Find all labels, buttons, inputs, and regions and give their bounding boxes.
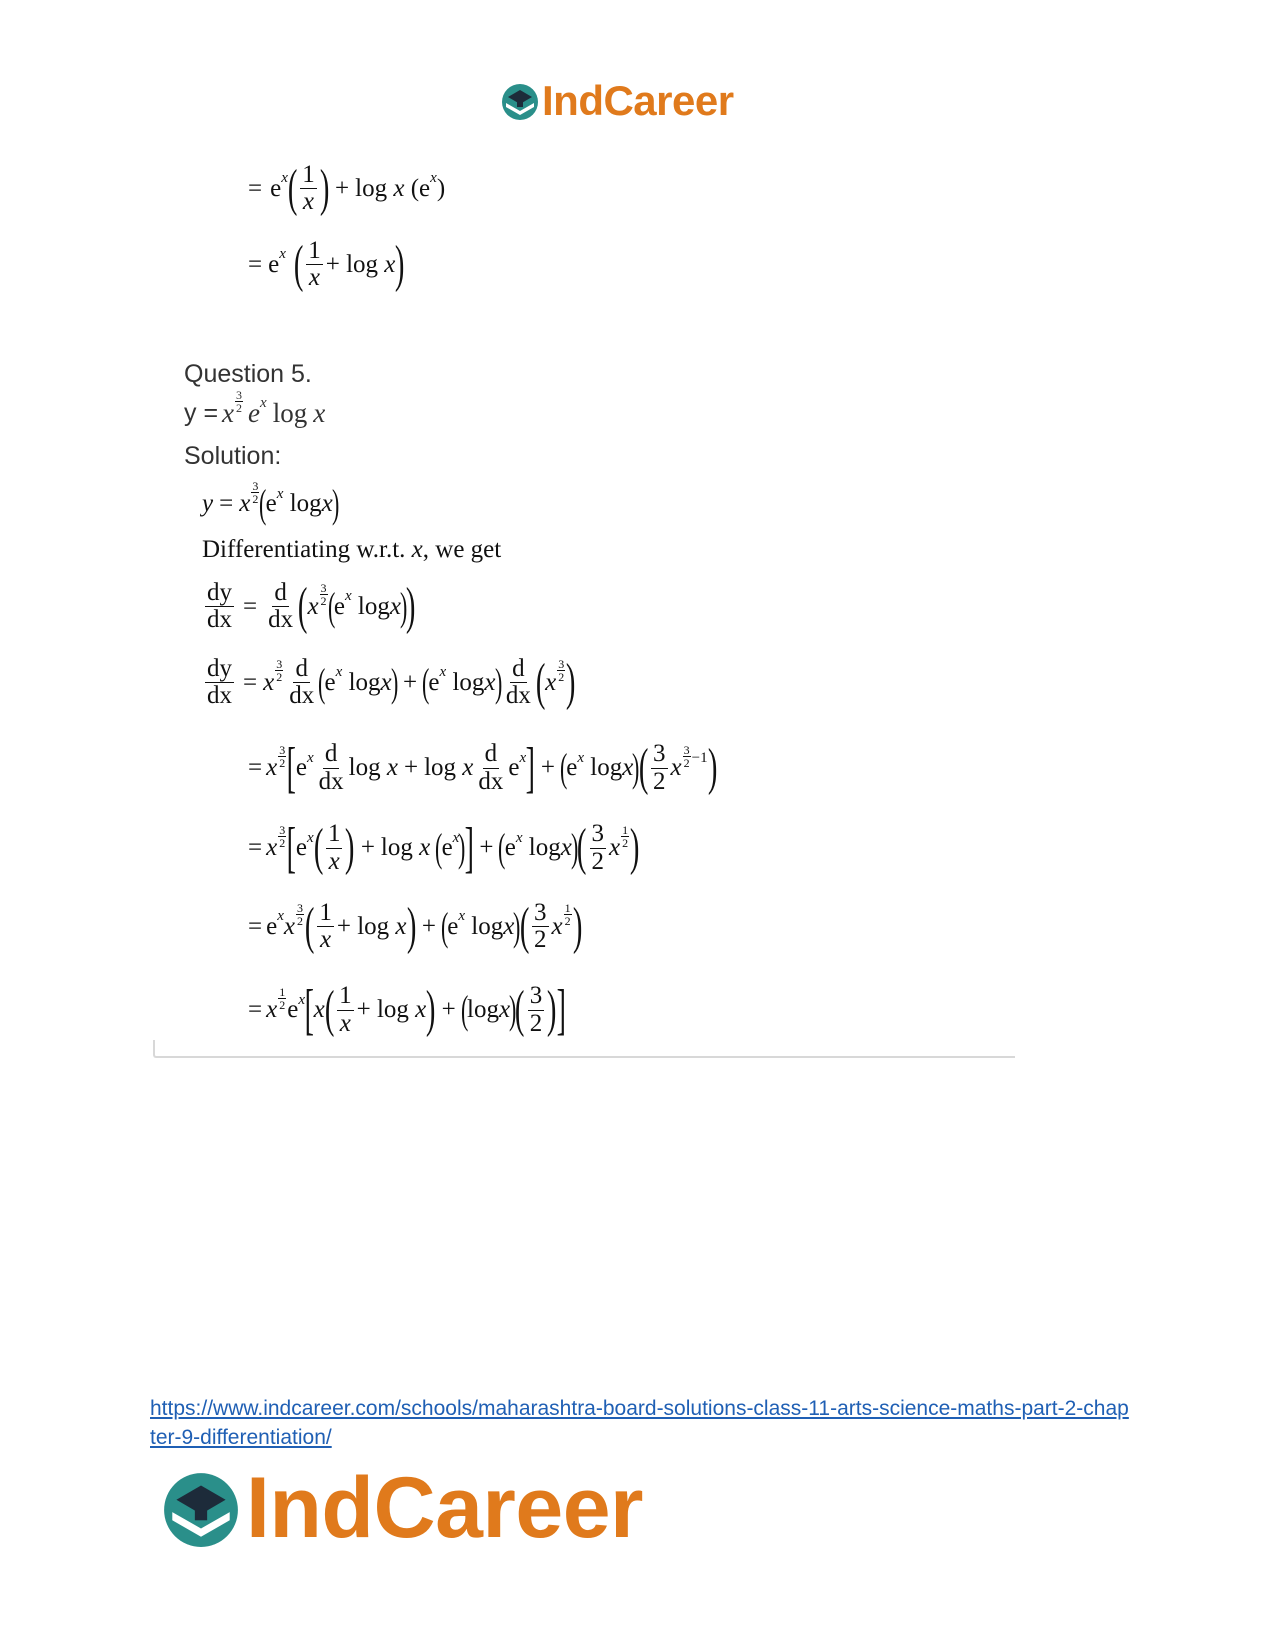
variable: x [321, 490, 333, 517]
log-text: log [357, 592, 390, 620]
exponent-denominator: 2 [279, 755, 286, 770]
exponent: x [577, 749, 585, 766]
variable: x [551, 912, 563, 940]
exponent: x [458, 908, 466, 925]
exponent: x [276, 485, 284, 502]
symbol-e: (e [410, 174, 431, 202]
exponent: x [430, 170, 437, 187]
fraction [326, 821, 343, 875]
symbol-e: e [268, 250, 280, 278]
denominator: dx [478, 767, 504, 795]
denominator: 2 [534, 926, 547, 954]
equals-sign: = [219, 490, 234, 517]
exponent-fraction [278, 744, 286, 769]
exponent-denominator: 2 [279, 835, 286, 850]
symbol-e: e [287, 996, 299, 1023]
exponent-denominator: 2 [320, 594, 327, 609]
variable: x [263, 668, 275, 696]
log-text: log [528, 834, 561, 861]
variable: x [380, 668, 392, 696]
exponent-numerator: 1 [564, 901, 571, 916]
symbol-e: e [266, 912, 278, 940]
exponent: x [279, 246, 286, 263]
variable: x [393, 174, 405, 202]
symbol-e: e [447, 912, 459, 940]
variable: x [411, 536, 423, 563]
source-link[interactable]: https://www.indcareer.com/schools/maharashtra-board-solutions-class-11-arts-science-maths-part-2-chapter-9-differentiation/ [150, 1397, 1129, 1449]
exponent-fraction [275, 658, 283, 683]
variable: x [545, 668, 557, 696]
footer-logo [160, 1462, 643, 1554]
exponent-denominator: 2 [683, 755, 690, 770]
exponent: x [306, 829, 314, 846]
differentiating-text [202, 536, 501, 564]
log-text: log [452, 668, 485, 696]
equals-sign: = [248, 834, 263, 861]
exponent-numerator: 1 [279, 984, 286, 999]
denominator: dx [207, 606, 232, 634]
symbol-e: e [265, 490, 277, 517]
numerator: d [484, 740, 498, 768]
equation-line: = e x ( $\frac{1}{x}$ + log x ) [248, 235, 405, 293]
equation-line: = e x x $\frac{3}{2}$ ( $\frac{1}{x}$ + log x ) + ( e x log x ) ( $\frac{3}{2}$ x $\frac{1}{2}$ ) [248, 897, 583, 955]
fraction [590, 821, 607, 875]
log-text: log [380, 834, 413, 861]
equals-sign: = [248, 996, 263, 1023]
numerator: 1 [339, 982, 352, 1010]
exponent: x [335, 664, 343, 681]
variable: y [202, 490, 214, 517]
exponent-denominator: 2 [558, 670, 565, 685]
header-logo [500, 78, 734, 124]
denominator: x [308, 264, 321, 292]
variable: x [462, 754, 474, 781]
exponent: x [298, 991, 305, 1008]
equals-sign: = [243, 592, 258, 620]
numerator: 1 [308, 237, 321, 264]
numerator: d [274, 579, 287, 606]
symbol-e: e [441, 834, 453, 861]
exponent: x [452, 829, 460, 846]
exponent-numerator: 3 [683, 742, 690, 757]
exponent: x [277, 908, 284, 925]
exponent-denominator: 2 [252, 491, 259, 506]
exponent-numerator: 3 [558, 657, 565, 672]
equals-sign: = [248, 754, 263, 781]
variable: x [498, 996, 511, 1023]
denominator: dx [207, 682, 232, 710]
exponent-minus-one: −1 [691, 749, 708, 766]
variable: x [419, 834, 431, 861]
log-text: log [355, 174, 388, 202]
denominator: x [320, 926, 332, 954]
symbol-e: e [504, 834, 516, 861]
exponent: x [306, 749, 314, 766]
numerator: 1 [327, 820, 341, 848]
exponent-fraction [564, 902, 572, 927]
fraction [651, 741, 668, 795]
plus-sign: + [402, 668, 418, 696]
fraction [317, 900, 334, 954]
text: Differentiating w.r.t. [202, 536, 406, 563]
variable: x [395, 912, 407, 940]
variable: x [307, 592, 319, 620]
exponent: x [515, 829, 523, 846]
variable: x [389, 592, 401, 620]
solution-label: Solution: [184, 442, 282, 470]
symbol-e: e [248, 398, 261, 428]
exponent: x [344, 588, 352, 605]
fraction [476, 741, 505, 795]
symbol-e: e [428, 668, 440, 696]
exponent-denominator: 2 [276, 670, 283, 685]
equals-sign: = [248, 174, 263, 202]
variable: x [239, 490, 251, 517]
variable: x [386, 754, 398, 781]
exponent-numerator: 3 [236, 388, 243, 402]
exponent-numerator: 3 [279, 742, 286, 757]
fraction [266, 580, 295, 634]
equation-line: $\frac{dy}{dx}$ = $\frac{d}{dx}$ ( x $\frac{3}{2}$ ( e x log x ) ) [207, 577, 416, 635]
variable: x [503, 912, 515, 940]
fraction [317, 741, 346, 795]
variable: x [560, 834, 572, 861]
equation-line: $\frac{dy}{dx}$ = x $\frac{3}{2}$ $\frac{d}{dx}$ ( e x log x ) + ( e x log x ) $\frac{d}{dx}$ ( x $\frac{3}{2}$ ) [207, 653, 576, 711]
exponent: x [439, 664, 447, 681]
exponent-fraction [296, 902, 304, 927]
variable: x [266, 996, 278, 1023]
fraction [205, 580, 234, 634]
fraction [504, 656, 533, 710]
plus-sign: + [479, 834, 494, 861]
paren-close: ) [436, 174, 446, 202]
plus-sign: + [360, 834, 375, 861]
denominator: dx [318, 767, 344, 795]
variable: x [609, 834, 621, 861]
equation-line: = e x ( $\frac{1}{x}$ ) + log x (e x ) [248, 159, 446, 217]
log-text: log [348, 668, 381, 696]
symbol-e: e [295, 754, 307, 781]
equation-line: = x $\frac{3}{2}$ [ e x ( $\frac{1}{x}$ ) + log x ( e x ) ] + ( e x log x ) ( $\frac{3}{2}$ x $\frac{1}{2}$ ) [248, 817, 640, 879]
exponent-numerator: 3 [279, 822, 286, 837]
question-title: Question 5. [184, 360, 312, 388]
plus-sign: + [403, 754, 419, 781]
fraction [528, 983, 545, 1037]
exponent-numerator: 3 [252, 478, 259, 493]
logo-wordmark: IndCareer [542, 77, 734, 124]
numerator: 3 [653, 740, 666, 768]
variable: x [622, 754, 634, 781]
exponent: x [519, 749, 527, 766]
numerator: dy [207, 579, 232, 606]
variable: x [283, 912, 295, 940]
symbol-e: e [295, 834, 307, 861]
equals-sign: = [243, 668, 258, 696]
denominator: x [302, 188, 315, 216]
exponent-fraction [320, 582, 328, 607]
log-text: log [357, 912, 390, 940]
plus-sign: + [335, 174, 350, 202]
log-text: log [376, 996, 409, 1023]
numerator: 3 [529, 982, 543, 1010]
graduation-cap-book-icon [160, 1467, 242, 1549]
plus-sign: + [421, 912, 436, 940]
exponent-denominator: 2 [236, 401, 243, 415]
numerator: d [512, 655, 525, 682]
equation-line: y = x $\frac{3}{2}$ ( e x log x ) [202, 478, 340, 526]
numerator: 3 [534, 899, 547, 926]
log-text: log [348, 754, 381, 781]
denominator: dx [289, 682, 315, 710]
log-text: log [467, 996, 499, 1023]
log-text: log [424, 754, 457, 781]
log-text: + log [325, 250, 379, 278]
denominator: dx [268, 606, 294, 634]
variable: x [384, 250, 396, 278]
fraction [532, 900, 549, 954]
exponent: x [260, 395, 267, 411]
text: , we get [422, 536, 502, 563]
variable: x [415, 996, 427, 1023]
fraction [287, 656, 316, 710]
symbol-e: e [508, 754, 520, 781]
plus-sign: + [356, 996, 371, 1023]
equation-line: = x $\frac{3}{2}$ [ e x $\frac{d}{dx}$ log x + log x $\frac{d}{dx}$ e x ] + ( e x log x ) ( $\frac{3}{2}$ x 3 2 −1 ) [248, 737, 718, 799]
log-text: log [272, 398, 308, 428]
exponent-fraction [557, 658, 565, 683]
exponent: x [281, 170, 288, 187]
symbol-e: e [324, 668, 336, 696]
symbol-e: e [566, 754, 578, 781]
fraction [300, 162, 317, 216]
numerator: d [295, 655, 308, 682]
denominator: 2 [591, 847, 605, 875]
plus-sign: + [336, 912, 351, 940]
exponent-numerator: 3 [276, 657, 283, 672]
exponent-fraction [683, 744, 691, 769]
denominator: dx [505, 682, 531, 710]
variable: x [222, 398, 235, 428]
exponent-denominator: 2 [297, 914, 303, 929]
exponent-numerator: 1 [622, 822, 629, 837]
fraction [306, 238, 323, 292]
fraction [205, 656, 234, 710]
variable: x [484, 668, 496, 696]
exponent-fraction [621, 824, 629, 849]
image-frame-edge [153, 1040, 1015, 1058]
exponent-denominator: 2 [279, 997, 286, 1012]
exponent-fraction [278, 986, 286, 1011]
plus-sign: + [540, 754, 555, 781]
variable: x [266, 834, 278, 861]
equals-sign: = [248, 912, 263, 940]
plus-sign: + [441, 996, 456, 1023]
exponent-numerator: 3 [320, 581, 327, 596]
denominator: 2 [653, 767, 666, 795]
variable: x [670, 754, 682, 781]
logo-wordmark: IndCareer [246, 1460, 643, 1556]
symbol-e: e [270, 174, 282, 202]
question-expression [184, 388, 326, 429]
numerator: 1 [319, 899, 332, 926]
denominator: x [328, 847, 340, 875]
equals-sign: = [248, 250, 263, 278]
numerator: dy [207, 655, 232, 682]
variable: x [313, 398, 326, 428]
denominator: 2 [529, 1009, 543, 1037]
fraction [337, 983, 354, 1037]
variable: x [266, 754, 278, 781]
numerator: d [324, 740, 338, 768]
equation-line: = x $\frac{1}{2}$ e x [ x ( $\frac{1}{x}$ + log x ) + ( log x ) ( $\frac{3}{2}$ ) ] [248, 979, 566, 1041]
exponent-numerator: 3 [297, 901, 303, 916]
denominator: x [339, 1009, 351, 1037]
numerator: 3 [591, 820, 605, 848]
graduation-cap-book-icon [500, 81, 540, 121]
exponent-fraction [235, 389, 243, 414]
log-text: log [471, 912, 504, 940]
symbol-e: e [333, 592, 345, 620]
exponent-fraction [278, 824, 286, 849]
exponent-denominator: 2 [622, 835, 629, 850]
y-label: y = [184, 399, 219, 427]
log-text: log [590, 754, 623, 781]
log-text: log [289, 490, 322, 517]
exponent-denominator: 2 [564, 914, 571, 929]
variable: x [313, 996, 325, 1023]
numerator: 1 [302, 161, 315, 188]
